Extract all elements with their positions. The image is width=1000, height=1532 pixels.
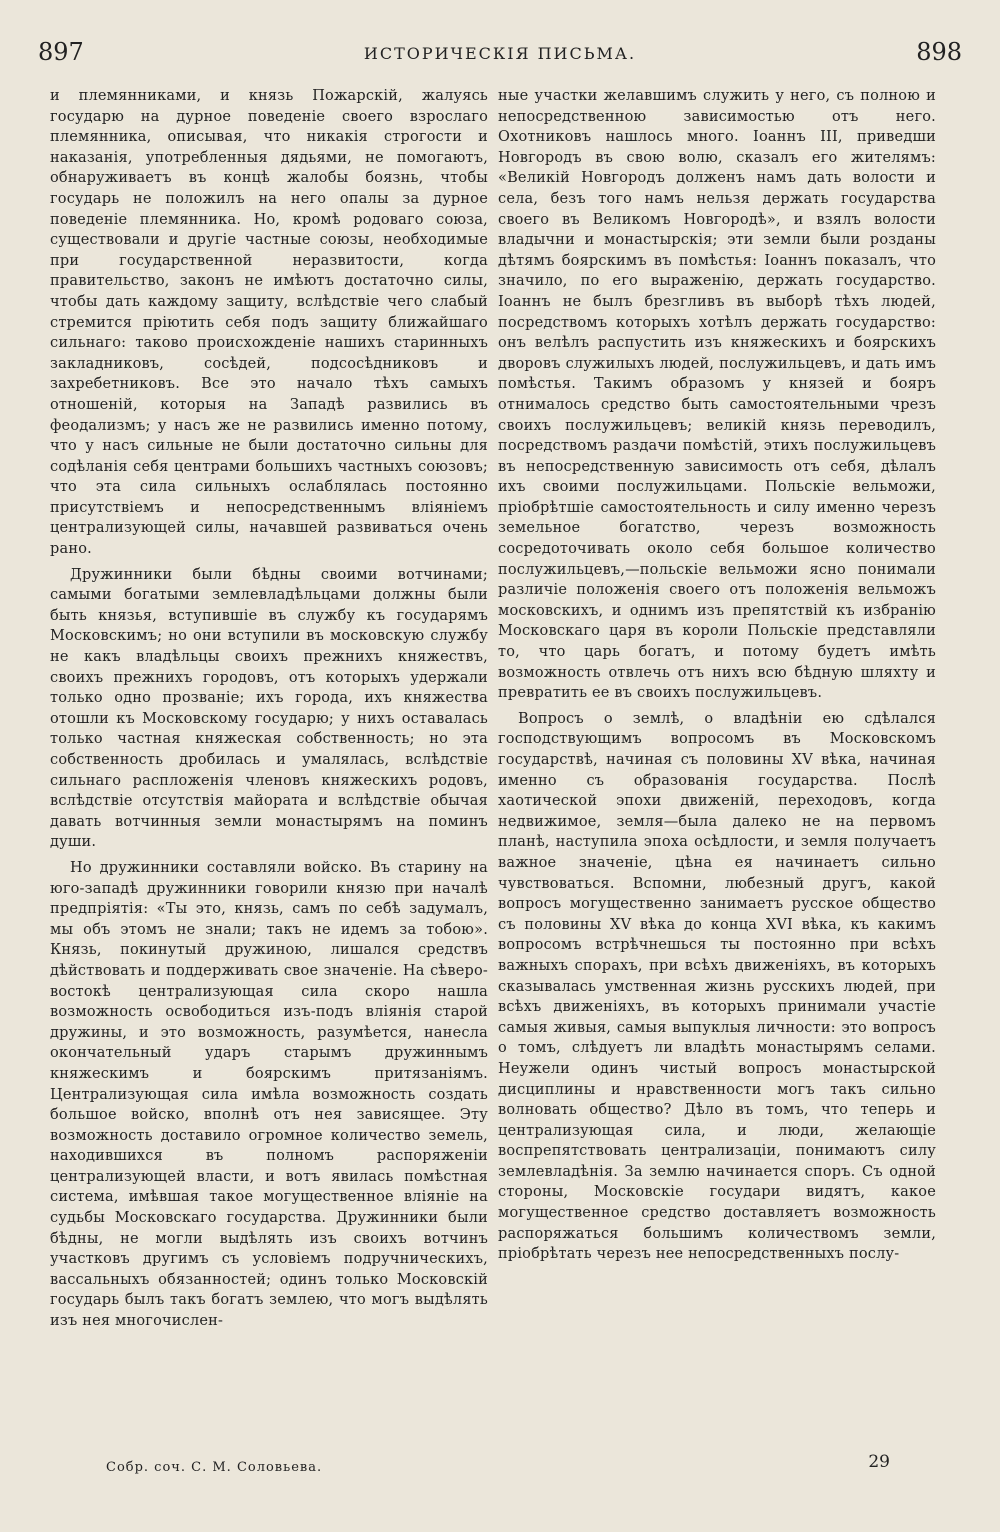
- page-number-right: 898: [916, 38, 962, 66]
- page-footer: [50, 1452, 950, 1482]
- paragraph: Вопросъ о землѣ, о владѣніи ею сдѣлался господствующимъ вопросомъ въ Московскомъ государствѣ, начиная съ половины XV вѣка, начиная именно съ образованія государства. Послѣ хаотической эпохи движеній, переходовъ, когда недвижимое, земля—была далеко не на первомъ планѣ, наступила эпоха осѣдлости, и земля получаетъ важное значеніе, цѣна ея начинаетъ сильно чувствоваться. Вспомни, любезный другъ, какой вопросъ могущественно занимаетъ русское общество съ половины XV вѣка до конца XVI вѣка, къ какимъ вопросомъ встрѣчнешься ты постоянно при всѣхъ важныхъ спорахъ, при всѣхъ движеніяхъ, въ которыхъ сказывалась умственная жизнь русскихъ людей, при всѣхъ движеніяхъ, въ которыхъ принимали участіе самыя живыя, самыя выпуклыя личности: это вопросъ о томъ, слѣдуетъ ли владѣть монастырямъ селами. Неужели одинъ чистый вопросъ монастырской дисциплины и нравственности могъ такъ сильно волновать общество? Дѣло въ томъ, что теперь и централизующая сила, и люди, желающіе воспрепятствовать централизаціи, понимаютъ силу землевладѣнія. За землю начинается споръ. Съ одной стороны, Московскіе государи видятъ, какое могущественное средство доставляетъ возможность распоряжаться большимъ количествомъ земли, пріобрѣтать черезъ нее непосредственныхъ послу-: [498, 710, 936, 1263]
- signature-line: Собр. соч. С. М. Соловьева.: [106, 1460, 323, 1475]
- paragraph: и племянниками, и князь Пожарскій, жалуясь государю на дурное поведеніе своего взрослаго племянника, описывая, что никакія строгости и наказанія, употребленныя дядьями, не помогаютъ, обнаруживаетъ въ концѣ жалобы боязнь, чтобы государь не положилъ на него опалы за дурное поведеніе племянника. Но, кромѣ родоваго союза, существовали и другіе частные союзы, необходимые при государственной неразвитости, когда правительство, законъ не имѣютъ достаточно силы, чтобы дать каждому защиту, вслѣдствіе чего слабый стремится пріютить себя подъ защиту ближайшаго сильнаго: таково происхожденіе нашихъ старинныхъ закладниковъ, сосѣдей, подсосѣдниковъ и захребетниковъ. Все это начало тѣхъ самыхъ отношеній, которыя на Западѣ развились въ феодализмъ; у насъ же не развились именно потому, что у насъ сильные не были достаточно сильны для содѣланія себя центрами большихъ частныхъ союзовъ; что эта сила сильныхъ ослаблялась постоянно присутствіемъ и непосредственнымъ вліяніемъ централизующей силы, начавшей развиваться очень рано.: [50, 88, 488, 558]
- paragraph: Дружинники были бѣдны своими вотчинами; самыми богатыми землевладѣльцами должны были быть князья, вступившіе въ службу къ государямъ Московскимъ; но они вступили въ московскую службу не какъ владѣльцы своихъ прежнихъ княжествъ, своихъ прежнихъ городовъ, отъ которыхъ удержали только одно прозваніе; ихъ города, ихъ княжества отошли къ Московскому государю; у нихъ оставалась только частная княжеская собственность; но эта собственность дробилась и умалялась, вслѣдствіе сильнаго распложенія членовъ княжескихъ родовъ, вслѣдствіе отсутствія майората и вслѣдствіе обычая давать вотчинныя земли монастырямъ на поминъ души.: [50, 566, 488, 851]
- running-title: ИСТОРИЧЕСКІЯ ПИСЬМА.: [363, 44, 637, 63]
- left-column: [50, 86, 488, 1332]
- page-header: [38, 38, 962, 78]
- sheet-number: 29: [868, 1452, 890, 1472]
- paragraph: Но дружинники составляли войско. Въ старину на юго-западѣ дружинники говорили князю при началѣ предпріятія: «Ты это, князь, самъ по себѣ задумалъ, мы объ этомъ не знали; такъ не идемъ за тобою». Князь, покинутый дружиною, лишался средствъ дѣйствовать и поддерживать свое значеніе. На сѣверо-востокѣ централизующая сила скоро нашла возможность освободиться изъ-подъ вліянія старой дружины, и это возможность, разумѣется, нанесла окончательный ударъ старымъ дружиннымъ княжескимъ и боярскимъ притязаніямъ. Централизующая сила имѣла возможность создать большое войско, вполнѣ отъ нея зависящее. Эту возможность доставило огромное количество земель, находившихся въ полномъ распоряженіи централизующей власти, и вотъ явилась помѣстная система, имѣвшая такое могущественное вліяніе на судьбы Московскаго государства. Дружинники были бѣдны, не могли выдѣлять изъ своихъ вотчинъ участковъ другимъ съ условіемъ подручническихъ, вассальныхъ обязанностей; одинъ только Московскій государь былъ такъ богатъ землею, что могъ выдѣлять изъ нея многочислен-: [50, 859, 488, 1330]
- page-number-left: 897: [38, 38, 84, 66]
- paragraph: ные участки желавшимъ служить у него, съ полною и непосредственною зависимостью отъ него. Охотниковъ нашлось много. Іоаннъ III, приведши Новгородъ въ свою волю, сказалъ его жителямъ: «Великій Новгородъ долженъ намъ дать волости и села, безъ того намъ нельзя держать государства своего въ Великомъ Новгородѣ», и взялъ волости владычни и монастырскія; эти земли были розданы дѣтямъ боярскимъ въ помѣстья: Іоаннъ показалъ, что значило, по его выраженію, держать государство. Іоаннъ не былъ брезгливъ въ выборѣ тѣхъ людей, посредствомъ которыхъ хотѣлъ держать государство: онъ велѣлъ распустить изъ княжескихъ и боярскихъ дворовъ служилыхъ людей, послужильцевъ, и дать имъ помѣстья. Такимъ образомъ у князей и бояръ отнималось средство быть самостоятельными чрезъ своихъ послужильцевъ; великій князь переводилъ, посредствомъ раздачи помѣстій, этихъ послужильцевъ въ непосредственную зависимость отъ себя, дѣлалъ ихъ своими послужильцами. Польскіе вельможи, пріобрѣтшіе самостоятельность и силу именно черезъ земельное богатство, черезъ возможность сосредоточивать около себя большое количество послужильцевъ,—польскіе вельможи ясно понимали различіе положенія своего отъ положенія вельможъ московскихъ, и однимъ изъ препятствій къ избранію Московскаго царя въ короли Польскіе представляли то, что царь богатъ, и потому будетъ имѣть возможность отвлечь отъ нихъ всю бѣдную шляхту и превратить ее въ своихъ послужильцевъ.: [498, 88, 936, 702]
- right-column: [498, 86, 936, 1265]
